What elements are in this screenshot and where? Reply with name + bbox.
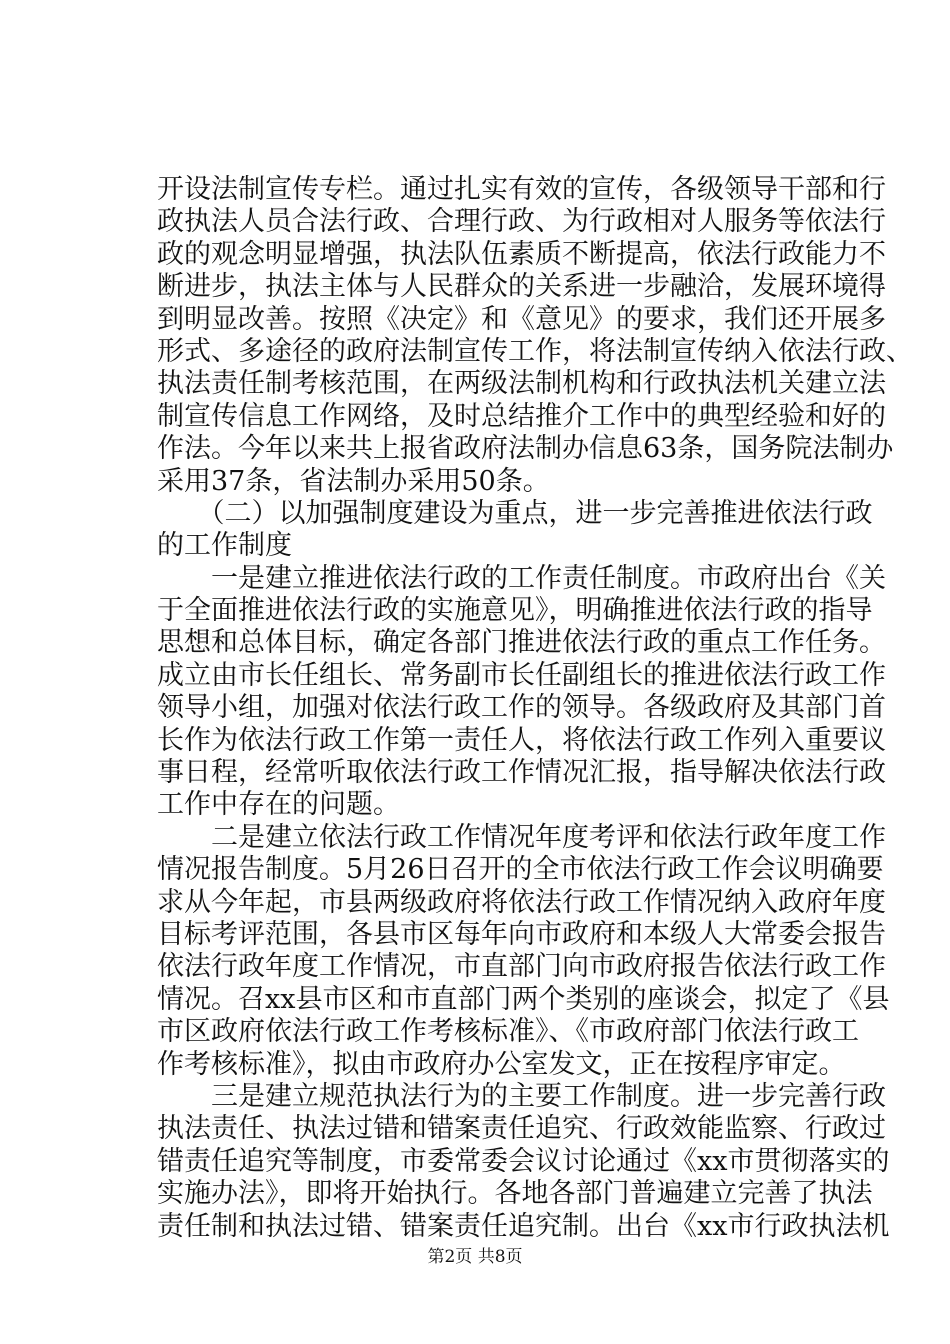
text-line: 二是建立依法行政工作情况年度考评和依法行政年度工作 (157, 821, 886, 853)
document-body (157, 174, 913, 1243)
text-line: （二）以加强制度建设为重点，进一步完善推进依法行政 (157, 497, 873, 529)
text-line: 制宣传信息工作网络，及时总结推介工作中的典型经验和好的 (157, 400, 886, 432)
text-line: 于全面推进依法行政的实施意见》，明确推进依法行政的指导 (157, 595, 873, 627)
text-line: 目标考评范围，各县市区每年向市政府和本级人大常委会报告 (157, 918, 886, 950)
text-line: 依法行政年度工作情况，市直部门向市政府报告依法行政工作 (157, 951, 886, 983)
text-line: 实施办法》，即将开始执行。各地各部门普遍建立完善了执法 (157, 1178, 873, 1210)
text-line: 求从今年起，市县两级政府将依法行政工作情况纳入政府年度 (157, 886, 886, 918)
text-line: 政执法人员合法行政、合理行政、为行政相对人服务等依法行 (157, 206, 886, 238)
text-line: 到明显改善。按照《决定》和《意见》的要求，我们还开展多 (157, 303, 886, 335)
page-footer: 第2页 共8页 (427, 1247, 523, 1267)
text-line: 断进步，执法主体与人民群众的关系进一步融洽，发展环境得 (157, 271, 886, 303)
text-line: 的工作制度 (157, 530, 292, 562)
text-line: 情况报告制度。5月26日召开的全市依法行政工作会议明确要 (157, 854, 884, 886)
text-line: 工作中存在的问题。 (157, 789, 400, 821)
text-line: 长作为依法行政工作第一责任人，将依法行政工作列入重要议 (157, 724, 886, 756)
text-line: 成立由市长任组长、常务副市长任副组长的推进依法行政工作 (157, 659, 886, 691)
text-line: 作法。今年以来共上报省政府法制办信息63条，国务院法制办 (157, 433, 894, 465)
text-line: 执法责任制考核范围，在两级法制机构和行政执法机关建立法 (157, 368, 886, 400)
text-line: 执法责任、执法过错和错案责任追究、行政效能监察、行政过 (157, 1113, 886, 1145)
text-line: 采用37条，省法制办采用50条。 (157, 465, 550, 497)
text-line: 错责任追究等制度，市委常委会议讨论通过《xx市贯彻落实的 (157, 1145, 890, 1177)
text-line: 责任制和执法过错、错案责任追究制。出台《xx市行政执法机 (157, 1210, 890, 1242)
text-line: 情况。召xx县市区和市直部门两个类别的座谈会，拟定了《县 (157, 983, 890, 1015)
text-line: 市区政府依法行政工作考核标准》、《市政府部门依法行政工 (157, 1016, 859, 1048)
text-line: 思想和总体目标，确定各部门推进依法行政的重点工作任务。 (157, 627, 886, 659)
text-line: 政的观念明显增强，执法队伍素质不断提高，依法行政能力不 (157, 238, 886, 270)
text-line: 三是建立规范执法行为的主要工作制度。进一步完善行政 (157, 1080, 886, 1112)
text-line: 开设法制宣传专栏。通过扎实有效的宣传，各级领导干部和行 (157, 174, 886, 205)
text-line: 形式、多途径的政府法制宣传工作，将法制宣传纳入依法行政、 (157, 335, 913, 367)
text-line: 一是建立推进依法行政的工作责任制度。市政府出台《关 (157, 562, 886, 594)
text-line: 作考核标准》，拟由市政府办公室发文，正在按程序审定。 (157, 1048, 846, 1080)
text-line: 事日程，经常听取依法行政工作情况汇报，指导解决依法行政 (157, 757, 886, 789)
text-line: 领导小组，加强对依法行政工作的领导。各级政府及其部门首 (157, 692, 886, 724)
